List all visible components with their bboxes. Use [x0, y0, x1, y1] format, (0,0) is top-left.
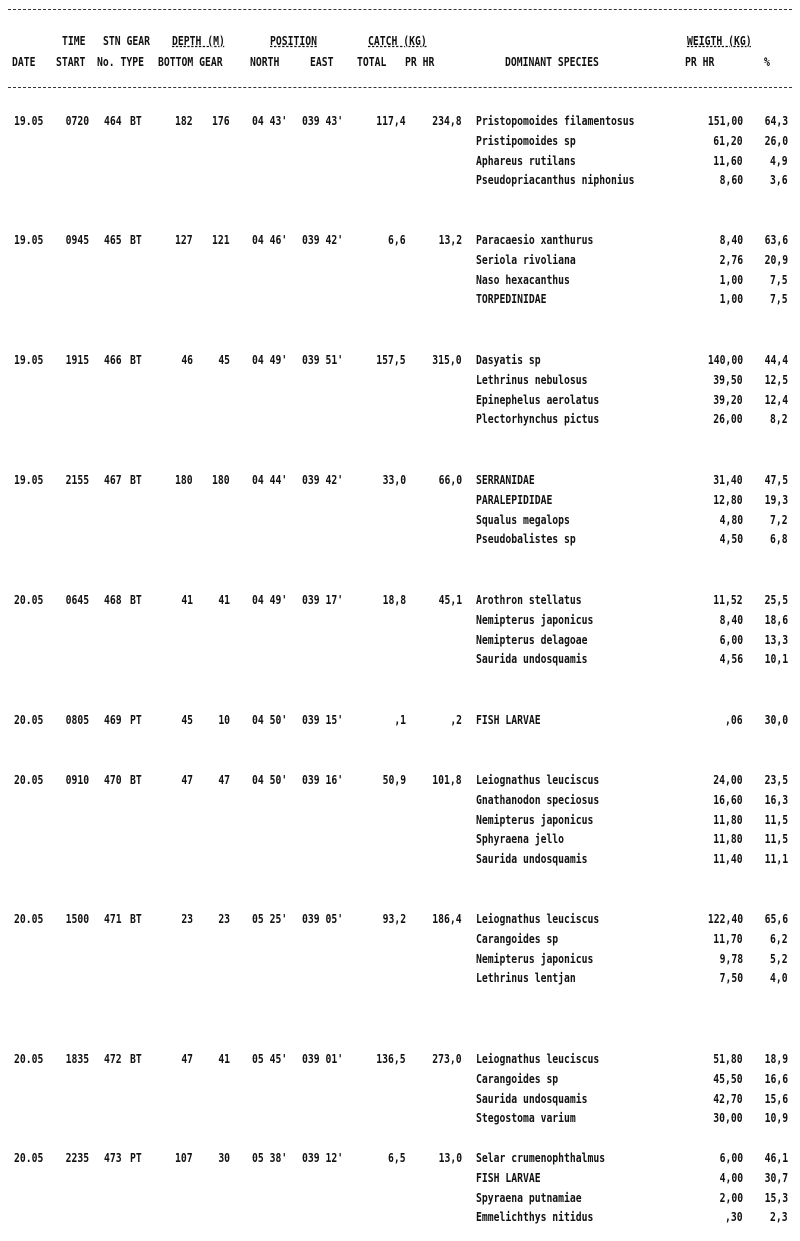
species-percent: 64,3: [764, 113, 788, 128]
species-name: Pristopomoides filamentosus: [476, 113, 635, 128]
species-percent: 3,6: [770, 172, 788, 187]
species-percent: 26,0: [764, 133, 788, 148]
station-east: 039 43': [302, 113, 344, 128]
species-weight: ,06: [725, 712, 743, 727]
species-percent: 19,3: [764, 492, 788, 507]
station-date: 19.05: [14, 472, 44, 487]
station-catch-total: 157,5: [376, 352, 406, 367]
species-name: Leiognathus leuciscus: [476, 1051, 600, 1066]
station-depth-bottom: 41: [181, 592, 193, 607]
station-gear-type: BT: [130, 592, 142, 607]
species-weight: 151,00: [707, 113, 743, 128]
species-weight: 11,70: [713, 931, 743, 946]
species-weight: 11,80: [713, 812, 743, 827]
species-percent: 11,5: [764, 831, 788, 846]
station-block: [0, 1151, 800, 1241]
species-name: FISH LARVAE: [476, 712, 541, 727]
species-name: Nemipterus delagoae: [476, 632, 588, 647]
station-depth-bottom: 180: [175, 472, 193, 487]
station-gear-type: BT: [130, 911, 142, 926]
species-weight: 11,40: [713, 851, 743, 866]
species-percent: 18,6: [764, 612, 788, 627]
species-name: FISH LARVAE: [476, 1170, 541, 1185]
station-number: 468: [104, 592, 122, 607]
species-percent: 47,5: [764, 472, 788, 487]
station-catch-pr-hr: 13,0: [438, 1150, 462, 1165]
species-weight: 39,50: [713, 372, 743, 387]
station-catch-total: 33,0: [382, 472, 406, 487]
species-weight: 11,52: [713, 592, 743, 607]
species-percent: 13,3: [764, 632, 788, 647]
station-catch-total: 93,2: [382, 911, 406, 926]
station-date: 20.05: [14, 1051, 44, 1066]
species-weight: 26,00: [713, 411, 743, 426]
species-name: Leiognathus leuciscus: [476, 772, 600, 787]
species-name: Lethrinus nebulosus: [476, 372, 588, 387]
station-catch-total: 6,6: [388, 232, 406, 247]
species-name: Arothron stellatus: [476, 592, 582, 607]
station-depth-gear: 30: [218, 1150, 230, 1165]
species-weight: 31,40: [713, 472, 743, 487]
species-name: Stegostoma varium: [476, 1110, 576, 1125]
species-name: Gnathanodon speciosus: [476, 792, 600, 807]
species-weight: 4,50: [719, 531, 743, 546]
station-block: [0, 1052, 800, 1142]
species-percent: 23,5: [764, 772, 788, 787]
top-divider: [8, 9, 792, 10]
station-block: [0, 353, 800, 443]
station-block: [0, 114, 800, 204]
species-weight: 8,40: [719, 612, 743, 627]
species-percent: 16,6: [764, 1071, 788, 1086]
species-percent: 4,0: [770, 970, 788, 985]
species-weight: 24,00: [713, 772, 743, 787]
species-weight: 6,00: [719, 632, 743, 647]
species-weight: 122,40: [707, 911, 743, 926]
species-weight: 6,00: [719, 1150, 743, 1165]
species-weight: 2,76: [719, 252, 743, 267]
species-weight: 4,56: [719, 651, 743, 666]
station-east: 039 16': [302, 772, 344, 787]
station-block: [0, 233, 800, 323]
station-north: 05 45': [252, 1051, 288, 1066]
station-time: 1500: [65, 911, 89, 926]
station-east: 039 17': [302, 592, 344, 607]
station-catch-total: 50,9: [382, 772, 406, 787]
station-north: 05 25': [252, 911, 288, 926]
station-time: 0805: [65, 712, 89, 727]
station-east: 039 01': [302, 1051, 344, 1066]
species-weight: 1,00: [719, 291, 743, 306]
header-divider: [8, 87, 792, 88]
header-weigth: WEIGTH (KG): [687, 33, 752, 48]
species-percent: 18,9: [764, 1051, 788, 1066]
station-time: 0645: [65, 592, 89, 607]
station-depth-bottom: 107: [175, 1150, 193, 1165]
header-no-type: No. TYPE: [97, 54, 144, 69]
species-percent: 7,5: [770, 272, 788, 287]
species-weight: 16,60: [713, 792, 743, 807]
station-east: 039 05': [302, 911, 344, 926]
header-stn-gear: STN GEAR: [103, 33, 150, 48]
species-weight: 8,40: [719, 232, 743, 247]
station-depth-bottom: 47: [181, 1051, 193, 1066]
species-percent: 20,9: [764, 252, 788, 267]
header-start: START: [56, 54, 86, 69]
station-time: 1835: [65, 1051, 89, 1066]
station-catch-pr-hr: 234,8: [432, 113, 462, 128]
species-percent: 15,3: [764, 1190, 788, 1205]
station-catch-pr-hr: 66,0: [438, 472, 462, 487]
species-percent: 10,9: [764, 1110, 788, 1125]
station-date: 20.05: [14, 911, 44, 926]
station-depth-gear: 45: [218, 352, 230, 367]
species-percent: 25,5: [764, 592, 788, 607]
species-percent: 30,0: [764, 712, 788, 727]
species-name: Squalus megalops: [476, 512, 570, 527]
station-gear-type: BT: [130, 472, 142, 487]
species-percent: 15,6: [764, 1091, 788, 1106]
header-east: EAST: [310, 54, 334, 69]
header-percent: %: [764, 54, 770, 69]
species-name: SERRANIDAE: [476, 472, 535, 487]
station-block: [0, 772, 800, 866]
station-catch-pr-hr: ,2: [450, 712, 462, 727]
species-weight: 4,00: [719, 1170, 743, 1185]
species-percent: 7,2: [770, 512, 788, 527]
station-north: 04 43': [252, 113, 288, 128]
species-percent: 8,2: [770, 411, 788, 426]
species-percent: 12,4: [764, 392, 788, 407]
station-catch-total: 6,5: [388, 1150, 406, 1165]
station-depth-bottom: 23: [181, 911, 193, 926]
station-number: 470: [104, 772, 122, 787]
station-number: 472: [104, 1051, 122, 1066]
species-name: TORPEDINIDAE: [476, 291, 547, 306]
station-gear-type: PT: [130, 712, 142, 727]
species-name: Sphyraena jello: [476, 831, 565, 846]
station-date: 19.05: [14, 232, 44, 247]
species-name: Carangoides sp: [476, 931, 559, 946]
station-date: 19.05: [14, 113, 44, 128]
species-name: Nemipterus japonicus: [476, 612, 594, 627]
station-number: 471: [104, 911, 122, 926]
species-name: Epinephelus aerolatus: [476, 392, 600, 407]
species-name: Aphareus rutilans: [476, 153, 576, 168]
station-east: 039 15': [302, 712, 344, 727]
species-percent: 5,2: [770, 951, 788, 966]
station-north: 04 49': [252, 352, 288, 367]
header-position: POSITION: [270, 33, 317, 48]
station-depth-gear: 176: [212, 113, 230, 128]
species-percent: 6,2: [770, 931, 788, 946]
station-depth-bottom: 45: [181, 712, 193, 727]
station-depth-bottom: 182: [175, 113, 193, 128]
header-total: TOTAL: [357, 54, 387, 69]
station-gear-type: BT: [130, 1051, 142, 1066]
species-name: Selar crumenophthalmus: [476, 1150, 606, 1165]
station-catch-total: 18,8: [382, 592, 406, 607]
species-name: Seriola rivoliana: [476, 252, 576, 267]
station-date: 20.05: [14, 1150, 44, 1165]
species-name: Leiognathus leuciscus: [476, 911, 600, 926]
station-time: 0945: [65, 232, 89, 247]
station-east: 039 42': [302, 232, 344, 247]
species-weight: 45,50: [713, 1071, 743, 1086]
station-catch-pr-hr: 186,4: [432, 911, 462, 926]
species-percent: 11,1: [764, 851, 788, 866]
station-time: 2235: [65, 1150, 89, 1165]
header-weight-pr-hr: PR HR: [685, 54, 715, 69]
species-percent: 63,6: [764, 232, 788, 247]
station-date: 20.05: [14, 712, 44, 727]
species-weight: 8,60: [719, 172, 743, 187]
station-north: 05 38': [252, 1150, 288, 1165]
species-weight: 11,60: [713, 153, 743, 168]
species-weight: 7,50: [719, 970, 743, 985]
species-name: Emmelichthys nitidus: [476, 1209, 594, 1224]
species-weight: ,30: [725, 1209, 743, 1224]
species-weight: 30,00: [713, 1110, 743, 1125]
species-name: Nemipterus japonicus: [476, 951, 594, 966]
species-weight: 1,00: [719, 272, 743, 287]
station-gear-type: BT: [130, 232, 142, 247]
station-depth-bottom: 127: [175, 232, 193, 247]
species-name: Carangoides sp: [476, 1071, 559, 1086]
species-percent: 44,4: [764, 352, 788, 367]
station-catch-total: ,1: [394, 712, 406, 727]
station-block: [0, 912, 800, 1002]
station-catch-pr-hr: 315,0: [432, 352, 462, 367]
species-name: Plectorhynchus pictus: [476, 411, 600, 426]
station-catch-pr-hr: 45,1: [438, 592, 462, 607]
species-percent: 65,6: [764, 911, 788, 926]
species-name: Paracaesio xanthurus: [476, 232, 594, 247]
station-catch-total: 117,4: [376, 113, 406, 128]
species-weight: 140,00: [707, 352, 743, 367]
species-name: Lethrinus lentjan: [476, 970, 576, 985]
station-time: 0910: [65, 772, 89, 787]
species-name: PARALEPIDIDAE: [476, 492, 553, 507]
species-percent: 4,9: [770, 153, 788, 168]
species-percent: 6,8: [770, 531, 788, 546]
station-catch-pr-hr: 101,8: [432, 772, 462, 787]
station-depth-gear: 47: [218, 772, 230, 787]
station-number: 464: [104, 113, 122, 128]
station-east: 039 51': [302, 352, 344, 367]
station-depth-gear: 10: [218, 712, 230, 727]
station-depth-gear: 23: [218, 911, 230, 926]
species-weight: 2,00: [719, 1190, 743, 1205]
station-time: 0720: [65, 113, 89, 128]
station-gear-type: PT: [130, 1150, 142, 1165]
station-date: 20.05: [14, 592, 44, 607]
station-north: 04 50': [252, 772, 288, 787]
header-bottom-gear: BOTTOM GEAR: [158, 54, 223, 69]
species-weight: 9,78: [719, 951, 743, 966]
header-pr-hr: PR HR: [405, 54, 435, 69]
station-depth-gear: 180: [212, 472, 230, 487]
station-date: 19.05: [14, 352, 44, 367]
species-weight: 61,20: [713, 133, 743, 148]
station-number: 465: [104, 232, 122, 247]
species-percent: 10,1: [764, 651, 788, 666]
header-date: DATE: [12, 54, 36, 69]
station-time: 2155: [65, 472, 89, 487]
station-block: [0, 593, 800, 683]
header-time: TIME: [62, 33, 86, 48]
station-gear-type: BT: [130, 772, 142, 787]
species-percent: 16,3: [764, 792, 788, 807]
species-name: Pristipomoides sp: [476, 133, 576, 148]
station-depth-gear: 41: [218, 592, 230, 607]
species-weight: 4,80: [719, 512, 743, 527]
species-percent: 46,1: [764, 1150, 788, 1165]
station-north: 04 49': [252, 592, 288, 607]
species-weight: 39,20: [713, 392, 743, 407]
species-percent: 30,7: [764, 1170, 788, 1185]
species-weight: 11,80: [713, 831, 743, 846]
station-catch-pr-hr: 273,0: [432, 1051, 462, 1066]
station-depth-gear: 41: [218, 1051, 230, 1066]
station-number: 469: [104, 712, 122, 727]
header-north: NORTH: [250, 54, 280, 69]
header-depth: DEPTH (M): [172, 33, 225, 48]
header-catch: CATCH (KG): [368, 33, 427, 48]
species-name: Spyraena putnamiae: [476, 1190, 582, 1205]
species-percent: 7,5: [770, 291, 788, 306]
station-catch-total: 136,5: [376, 1051, 406, 1066]
station-date: 20.05: [14, 772, 44, 787]
station-number: 473: [104, 1150, 122, 1165]
station-depth-gear: 121: [212, 232, 230, 247]
station-number: 466: [104, 352, 122, 367]
station-time: 1915: [65, 352, 89, 367]
station-gear-type: BT: [130, 352, 142, 367]
station-north: 04 46': [252, 232, 288, 247]
species-name: Pseudopriacanthus niphonius: [476, 172, 635, 187]
species-name: Naso hexacanthus: [476, 272, 570, 287]
header-dominant-species: DOMINANT SPECIES: [505, 54, 599, 69]
station-east: 039 12': [302, 1150, 344, 1165]
station-depth-bottom: 46: [181, 352, 193, 367]
species-name: Nemipterus japonicus: [476, 812, 594, 827]
species-weight: 12,80: [713, 492, 743, 507]
species-percent: 12,5: [764, 372, 788, 387]
species-name: Saurida undosquamis: [476, 1091, 588, 1106]
species-name: Saurida undosquamis: [476, 651, 588, 666]
species-percent: 11,5: [764, 812, 788, 827]
station-gear-type: BT: [130, 113, 142, 128]
species-weight: 42,70: [713, 1091, 743, 1106]
station-depth-bottom: 47: [181, 772, 193, 787]
station-north: 04 44': [252, 472, 288, 487]
station-north: 04 50': [252, 712, 288, 727]
species-name: Saurida undosquamis: [476, 851, 588, 866]
station-block: [0, 473, 800, 563]
station-number: 467: [104, 472, 122, 487]
station-east: 039 42': [302, 472, 344, 487]
species-name: Pseudobalistes sp: [476, 531, 576, 546]
species-name: Dasyatis sp: [476, 352, 541, 367]
species-weight: 51,80: [713, 1051, 743, 1066]
station-catch-pr-hr: 13,2: [438, 232, 462, 247]
species-percent: 2,3: [770, 1209, 788, 1224]
